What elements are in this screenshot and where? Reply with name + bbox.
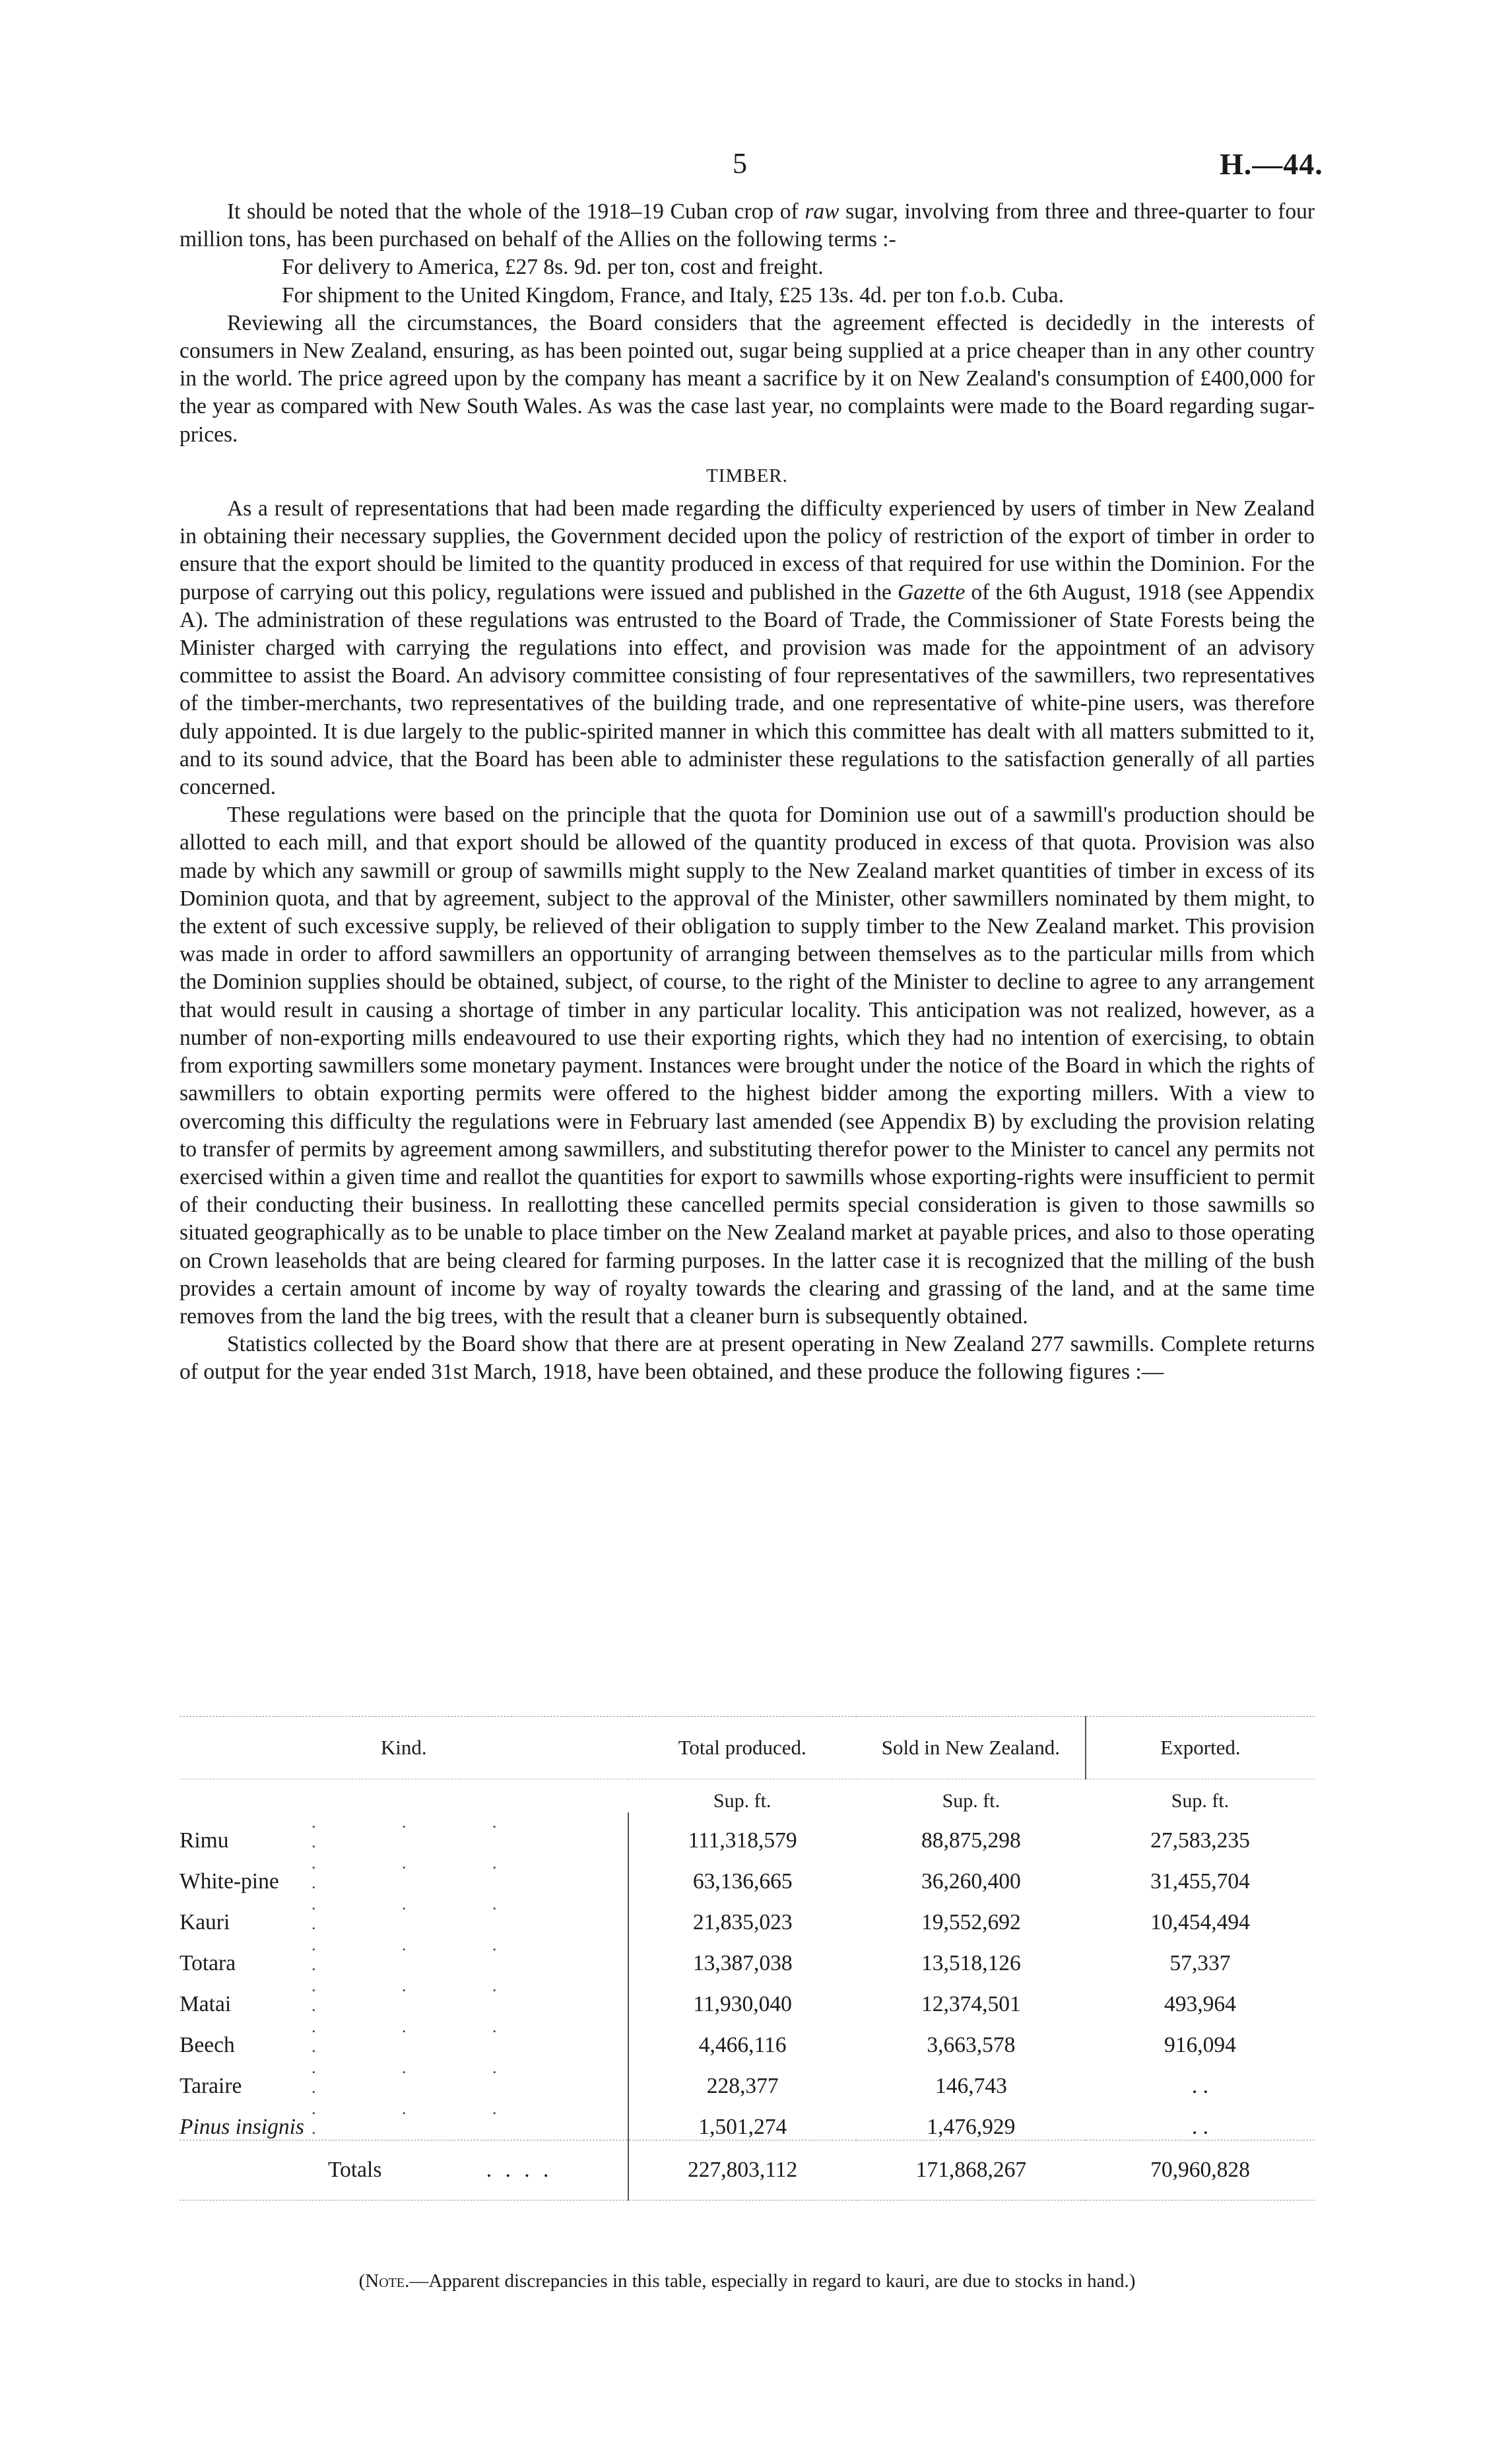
row-sold: 1,476,929	[927, 2115, 1016, 2139]
row-sold: 19,552,692	[921, 1910, 1021, 1935]
paragraph-regulations: These regulations were based on the principle that the quota for Dominion use out of a sawmill's production should be allotted to each mill, and that export should be allowed of the quantity produced in excess of that quota. Provision was also made by which any sawmill or group of sawmills might supply to the New Zealand market quantities of timber in excess of its Dominion quota, and that by agreement, subject to the approval of the Minister, other sawmillers nominated by them might, to the extent of such excessive supply, be relieved of their obligation to supply timber to the New Zealand market. This provision was made in order to afford sawmillers an opportunity of arranging between themselves as to the particular mills from which the Dominion supplies should be obtained, subject, of course, to the right of the Minister to decline to agree to any arrangement that would result in causing a shortage of timber in any particular locality. This anticipation was not realized, however, as a number of non-exporting mills endeavoured to use their exporting rights, which they had no intention of exercising, to obtain from exporting sawmillers some monetary payment. Instances were brought under the notice of the Board in which the rights of sawmillers to obtain exporting permits were offered to the highest bidder among the exporting millers. With a view to overcoming this difficulty the regulations were in February last amended (see Appendix B) by excluding the provision relating to transfer of permits by agreement among sawmillers, and substituting therefor power to the Minister to cancel any permits not exercised within a given time and reallot the quantities for export to sawmills whose exporting-rights were insufficient to permit of their conducting their business. In reallotting these cancelled permits special consideration is given to those sawmills so situated geographically as to be unable to place timber on the New Zealand market at payable prices, and also to those operating on Crown leaseholds that are being cleared for farming purposes. In the latter case it is recognized that the milling of the bush provides a certain amount of income by way of royalty towards the clearing and grassing of the land, and at the same time removes from the land the big trees, with the result that a cleaner burn is subsequently obtained.	[180, 803, 1315, 1329]
row-exported: . .	[1191, 2115, 1209, 2139]
row-total: 13,387,038	[628, 1935, 857, 1976]
row-sold: 88,875,298	[921, 1828, 1021, 1853]
totals-sold: 171,868,267	[857, 2140, 1086, 2200]
price-uk: For shipment to the United Kingdom, France, and Italy, £25 13s. 4d. per ton f.o.b. Cuba.	[282, 282, 1065, 308]
row-total: 63,136,665	[628, 1853, 857, 1894]
row-total: 228,377	[628, 2058, 857, 2099]
price-america: For delivery to America, £27 8s. 9d. per ton, cost and freight.	[282, 255, 824, 280]
row-exported: 57,337	[1169, 1951, 1231, 1975]
page-number: 5	[733, 147, 747, 180]
timber-output-table	[180, 1716, 1315, 2200]
paragraph-statistics: Statistics collected by the Board show that there are at present operating in New Zealand 277 sawmills. Complete returns of output for the year ended 31st March, 1918, have been obtained, and these produce the following figures :—	[180, 1332, 1315, 1385]
units-total: Sup. ft.	[713, 1790, 772, 1812]
column-header-sold: Sold in New Zealand.	[857, 1717, 1086, 1779]
table-row	[180, 1894, 1315, 1935]
document-id: H.—44.	[1220, 147, 1323, 181]
row-exported: 10,454,494	[1150, 1910, 1250, 1935]
row-exported: 27,583,235	[1150, 1828, 1250, 1853]
paragraph-board-review: Reviewing all the circumstances, the Board considers that the agreement effected is decidedly in the interests of consumers in New Zealand, ensuring, as has been pointed out, sugar being supplied at a price cheaper than in any other country in the world. The price agreed upon by the company has meant a sacrifice by it on New Zealand's consumption of £400,000 for the year as compared with New South Wales. As was the case last year, no complaints were made to the Board regarding sugar-prices.	[180, 310, 1315, 447]
row-sold: 12,374,501	[921, 1992, 1021, 2016]
table-row	[180, 1935, 1315, 1976]
column-header-kind: Kind.	[180, 1717, 628, 1779]
row-total: 11,930,040	[628, 1976, 857, 2017]
totals-label: Totals	[328, 2158, 382, 2182]
leader-dots: . . . .	[312, 2099, 538, 2138]
paragraph-sugar-crop: It should be noted that the whole of the 1918–19 Cuban crop of raw sugar, involving from three and three-quarter to four million tons, has been purchased on behalf of the Allies on the following terms :-	[180, 199, 1315, 252]
table-row	[180, 2099, 1315, 2140]
column-header-total: Total produced.	[628, 1717, 857, 1779]
units-sold: Sup. ft.	[942, 1790, 1001, 1812]
row-kind: Rimu	[180, 1828, 229, 1853]
table-row	[180, 1853, 1315, 1894]
body-text	[180, 198, 1315, 1387]
note-text: —Apparent discrepancies in this table, especially in regard to kauri, are due to stocks in hand.)	[409, 2270, 1136, 2292]
row-exported: 916,094	[1164, 2033, 1236, 2057]
section-heading-timber: TIMBER.	[706, 465, 788, 486]
leader-dots: . . . .	[312, 1976, 538, 2015]
row-total: 21,835,023	[628, 1894, 857, 1935]
leader-dots: . . . .	[312, 1812, 538, 1851]
totals-dots: . . . .	[486, 2158, 553, 2182]
row-kind: Pinus insignis	[180, 2115, 304, 2139]
row-kind: Beech	[180, 2033, 235, 2057]
row-total: 1,501,274	[628, 2099, 857, 2140]
table-row	[180, 1812, 1315, 1853]
leader-dots: . . . .	[312, 1853, 538, 1892]
table-header-row	[180, 1717, 1315, 1779]
note-label: Note.	[365, 2270, 410, 2292]
row-exported: 493,964	[1164, 1992, 1236, 2016]
row-kind: Kauri	[180, 1910, 230, 1935]
paragraph-timber-policy: As a result of representations that had been made regarding the difficulty experienced by users of timber in New Zealand in obtaining their necessary supplies, the Government decided upon the policy of restriction of the export of timber in order to ensure that the export should be limited to the quantity produced in excess of that required for use within the Dominion. For the purpose of carrying out this policy, regulations were issued and published in the Gazette of the 6th August, 1918 (see Appendix A). The administration of these regulations was entrusted to the Board of Trade, the Commissioner of State Forests being the Minister charged with carrying the regulations into effect, and provision was made for the appointment of an advisory committee to assist the Board. An advisory committee consisting of four representatives of the sawmillers, two representatives of the timber-merchants, two representatives of the building trade, and one representative of white-pine users, was therefore duly appointed. It is due largely to the public-spirited manner in which this committee has dealt with all matters submitted to it, and to its sound advice, that the Board has been able to administer these regulations to the satisfaction generally of all parties concerned.	[180, 496, 1315, 800]
row-sold: 146,743	[935, 2074, 1007, 2098]
row-exported: 31,455,704	[1150, 1869, 1250, 1894]
totals-total: 227,803,112	[628, 2140, 857, 2200]
row-sold: 3,663,578	[927, 2033, 1016, 2057]
row-kind: White-pine	[180, 1869, 279, 1894]
row-kind: Totara	[180, 1951, 236, 1975]
table-row	[180, 2017, 1315, 2058]
leader-dots: . . . .	[312, 2058, 538, 2097]
table-row	[180, 1976, 1315, 2017]
row-total: 111,318,579	[628, 1812, 857, 1853]
totals-exported: 70,960,828	[1086, 2140, 1315, 2200]
totals-row	[180, 2140, 1315, 2200]
row-sold: 36,260,400	[921, 1869, 1021, 1894]
row-kind: Taraire	[180, 2074, 242, 2098]
row-exported: . .	[1191, 2074, 1209, 2098]
row-sold: 13,518,126	[921, 1951, 1021, 1975]
table-note: (Note.—Apparent discrepancies in this table, especially in regard to kauri, are due to stocks in hand.)	[358, 2270, 1136, 2292]
leader-dots: . . . .	[312, 2017, 538, 2056]
row-total: 4,466,116	[628, 2017, 857, 2058]
column-header-exported: Exported.	[1086, 1717, 1315, 1779]
leader-dots: . . . .	[312, 1935, 538, 1974]
units-exported: Sup. ft.	[1171, 1790, 1230, 1812]
units-row	[180, 1779, 1315, 1813]
row-kind: Matai	[180, 1992, 232, 2016]
leader-dots: . . . .	[312, 1894, 538, 1933]
table-row	[180, 2058, 1315, 2099]
